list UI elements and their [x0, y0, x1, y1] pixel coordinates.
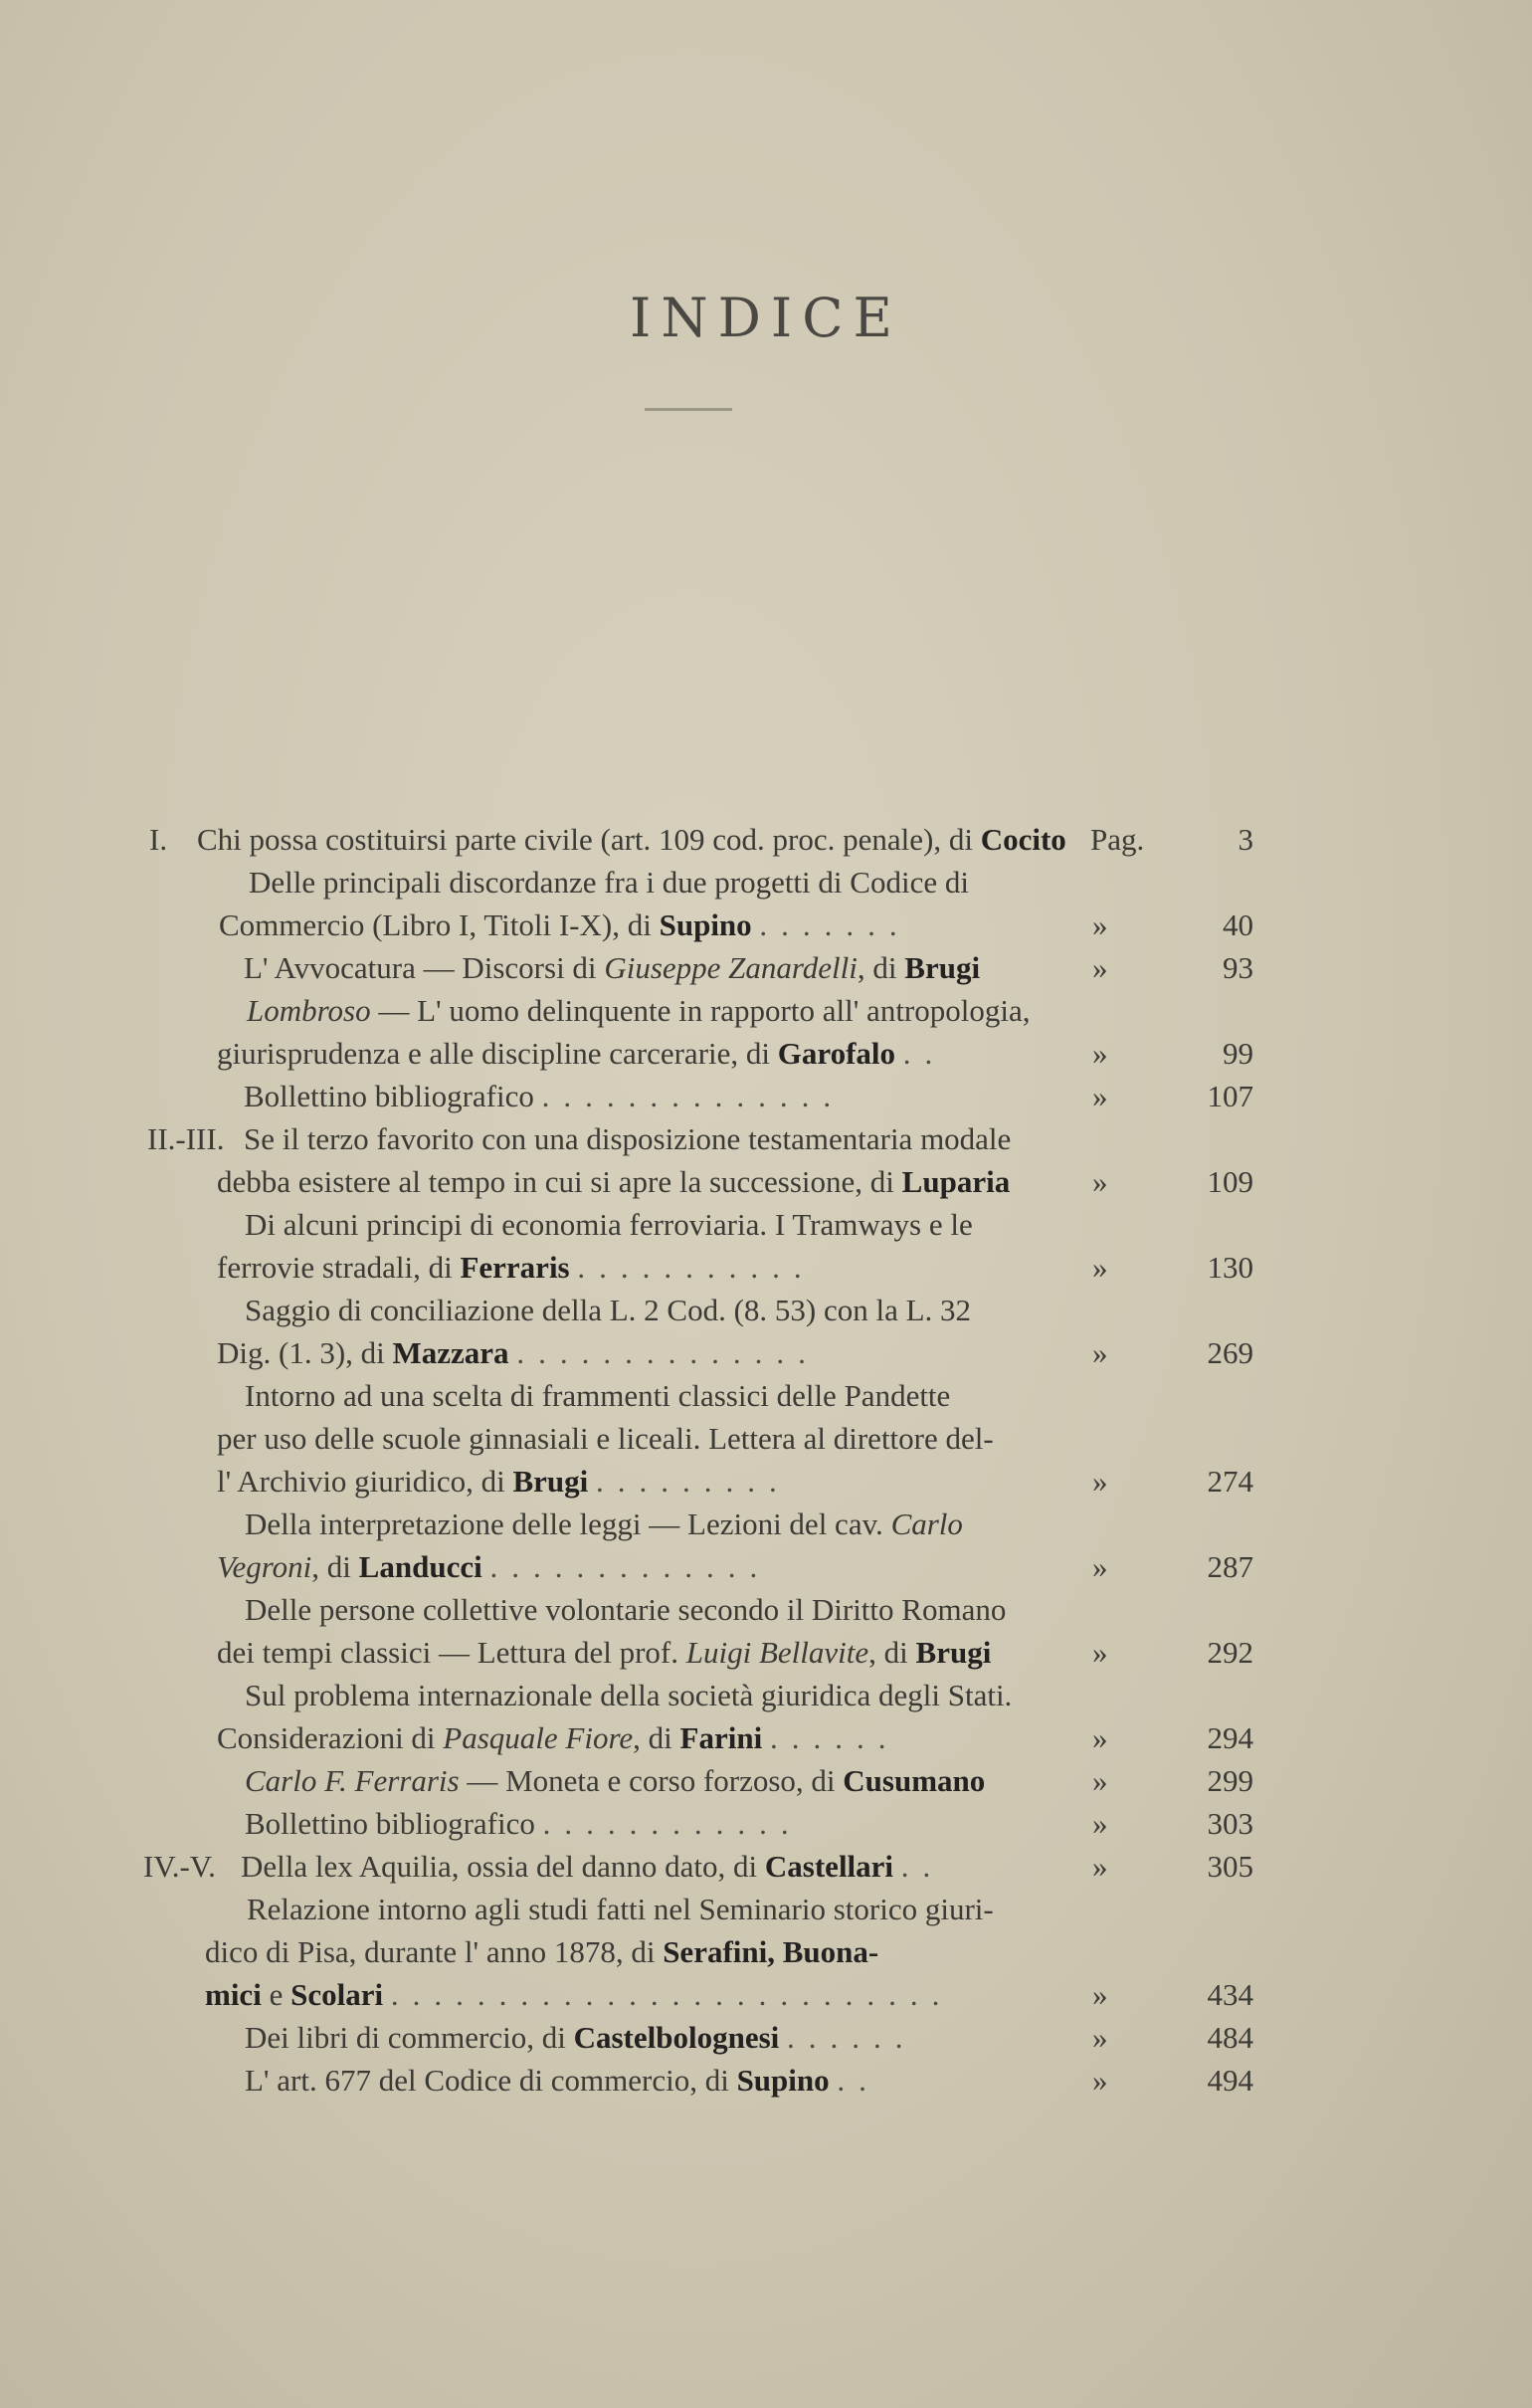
entry-author: Cocito	[980, 822, 1066, 857]
entry-text: Sul problema internazionale della società giuridica degli Stati.	[245, 1678, 1013, 1712]
toc-entry: Bollettino bibliografico .............. » 107	[149, 1075, 1244, 1117]
entry-text: Di alcuni principi di economia ferroviaria. I Tramways e le	[245, 1207, 973, 1242]
toc-entry: Lombroso — L' uomo delinquente in rapporto all' antropologia, giurisprudenza e alle discipline carcerarie, di Garofalo .. » 99	[149, 989, 1244, 1075]
ditto-mark: »	[1092, 907, 1108, 942]
ditto-mark: »	[1092, 2063, 1108, 2098]
entry-text: Considerazioni di	[217, 1720, 436, 1755]
entry-author: Garofalo	[777, 1036, 896, 1071]
page-number: 130	[1207, 1250, 1253, 1285]
ditto-mark: »	[1092, 1806, 1108, 1841]
entry-text: L' art. 677 del Codice di commercio, di	[245, 2063, 729, 2098]
ditto-mark: »	[1092, 1763, 1108, 1798]
entry-text: Pasquale Fiore	[443, 1720, 634, 1755]
entry-text: debba esistere al tempo in cui si apre la successione, di	[217, 1164, 894, 1199]
page-number: 305	[1207, 1849, 1253, 1884]
entry-author: Scolari	[290, 1977, 384, 2012]
entry-author: Castellari	[764, 1849, 894, 1884]
entry-text: giurisprudenza e alle discipline carcerarie, di	[217, 1036, 771, 1071]
page-title: INDICE	[630, 287, 902, 349]
entry-author: Ferraris	[460, 1250, 570, 1285]
toc-entry: Intorno ad una scelta di frammenti classici delle Pandette per uso delle scuole ginnasiali e liceali. Lettera al direttore del- l' Archivio giuridico, di Brugi ......... » 274	[149, 1374, 1244, 1503]
toc-entry: Delle principali discordanze fra i due progetti di Codice di Commercio (Libro I, Titoli I-X), di Supino ....... » 40	[149, 861, 1244, 946]
entry-author: Brugi	[915, 1635, 992, 1670]
page-number: 494	[1207, 2063, 1253, 2098]
page-number: 434	[1207, 1977, 1253, 2012]
toc-entry	[147, 1117, 1253, 1203]
entry-text: — L' uomo delinquente in rapporto all' antropologia,	[370, 993, 1031, 1028]
toc-entry	[149, 1759, 1253, 1802]
page-number: 484	[1207, 2020, 1253, 2055]
ditto-mark: »	[1092, 1464, 1108, 1499]
ditto-mark: »	[1092, 2020, 1108, 2055]
entry-author: Serafini, Buona-	[663, 1934, 879, 1969]
toc-entry	[149, 1588, 1253, 1674]
entry-text: , di	[868, 1635, 908, 1670]
entry-text: per uso delle scuole ginnasiali e liceali. Lettera al direttore del-	[217, 1421, 994, 1456]
entry-text: Della interpretazione delle leggi — Lezioni del cav.	[245, 1506, 883, 1541]
entry-text: Delle persone collettive volontarie secondo il Diritto Romano	[245, 1592, 1007, 1627]
entry-author: Supino	[736, 2063, 830, 2098]
ditto-mark: »	[1092, 1720, 1108, 1755]
entry-author: Brugi	[904, 950, 981, 985]
entry-text: Bollettino bibliografico	[245, 1806, 535, 1841]
page-number: 299	[1207, 1763, 1253, 1798]
entry-text: Carlo	[890, 1506, 963, 1541]
entry-text: Carlo F. Ferraris	[245, 1763, 460, 1798]
ditto-mark: »	[1092, 1079, 1108, 1113]
toc-entry: Saggio di conciliazione della L. 2 Cod. (8. 53) con la L. 32 Dig. (1. 3), di Mazzara .............. » 269	[149, 1289, 1244, 1374]
ditto-mark: »	[1092, 1164, 1108, 1199]
entry-author: Supino	[659, 907, 752, 942]
ditto-mark: »	[1092, 1250, 1108, 1285]
ditto-mark: »	[1092, 1849, 1108, 1884]
ditto-mark: »	[1092, 1335, 1108, 1370]
entry-text: Dig. (1. 3), di	[217, 1335, 385, 1370]
entry-text: Delle principali discordanze fra i due progetti di Codice di	[249, 865, 969, 900]
toc-entry: Della interpretazione delle leggi — Lezioni del cav. Carlo Vegroni, di Landucci ............. » 287	[149, 1503, 1244, 1588]
ditto-mark: »	[1092, 1549, 1108, 1584]
entry-author: Castelbolognesi	[573, 2020, 780, 2055]
entry-text: ferrovie stradali, di	[217, 1250, 453, 1285]
entry-text: , di	[311, 1549, 351, 1584]
entry-author: Mazzara	[392, 1335, 509, 1370]
toc-entry: Bollettino bibliografico ............ » 303	[149, 1802, 1244, 1845]
page-number: 269	[1207, 1335, 1253, 1370]
fascicle-label: IV.-V.	[143, 1849, 216, 1884]
page-number: 107	[1207, 1079, 1253, 1113]
toc-entry	[149, 946, 1253, 989]
entry-text: e	[269, 1977, 284, 2012]
entry-text: — Moneta e corso forzoso, di	[459, 1763, 836, 1798]
fascicle-label: I.	[149, 822, 168, 857]
title-rule	[645, 408, 732, 411]
entry-text: Saggio di conciliazione della L. 2 Cod. (8. 53) con la L. 32	[245, 1293, 972, 1327]
entry-text: Vegroni	[217, 1549, 312, 1584]
toc-entry: Di alcuni principi di economia ferroviaria. I Tramways e le ferrovie stradali, di Ferraris ........... » 130	[149, 1203, 1244, 1289]
entry-text: l' Archivio giuridico, di	[217, 1464, 505, 1499]
page-number: 294	[1207, 1720, 1253, 1755]
entry-text: Luigi Bellavite	[685, 1635, 869, 1670]
entry-author: Farini	[679, 1720, 763, 1755]
entry-text: Dei libri di commercio, di	[245, 2020, 566, 2055]
entry-text: L' Avvocatura — Discorsi di	[244, 950, 597, 985]
page-number: 3	[1238, 822, 1253, 857]
page-number: 303	[1207, 1806, 1253, 1841]
toc-entry: IV.-V. Della lex Aquilia, ossia del danno dato, di Castellari .. » 305	[149, 1845, 1244, 1888]
entry-author: Luparia	[901, 1164, 1011, 1199]
entry-text: Chi possa costituirsi parte civile (art. 109 cod. proc. penale), di	[197, 822, 973, 857]
ditto-mark: »	[1092, 1977, 1108, 2012]
entry-author: Cusumano	[843, 1763, 986, 1798]
table-of-contents	[143, 818, 1253, 2102]
toc-entry	[149, 818, 1253, 861]
ditto-mark: »	[1092, 1635, 1108, 1670]
ditto-mark: »	[1092, 950, 1108, 985]
page-number: 287	[1207, 1549, 1253, 1584]
page-number: 109	[1207, 1164, 1253, 1199]
entry-text: , di	[857, 950, 897, 985]
entry-text: Lombroso	[247, 993, 371, 1028]
toc-entry: L' art. 677 del Codice di commercio, di Supino .. » 494	[149, 2059, 1244, 2102]
entry-text: Bollettino bibliografico	[244, 1079, 534, 1113]
toc-entry: Relazione intorno agli studi fatti nel Seminario storico giuri- dico di Pisa, durante l' anno 1878, di Serafini, Buona- mici e Scolari .......................... » 434	[149, 1888, 1244, 2016]
entry-text: Se il terzo favorito con una disposizione testamentaria modale	[244, 1121, 1012, 1156]
entry-text: Della lex Aquilia, ossia del danno dato, di	[241, 1849, 758, 1884]
toc-entry: Sul problema internazionale della società giuridica degli Stati. Considerazioni di Pasquale Fiore, di Farini ...... » 294	[149, 1674, 1244, 1759]
entry-text: Commercio (Libro I, Titoli I-X), di	[219, 907, 652, 942]
fascicle-label: II.-III.	[147, 1121, 225, 1156]
ditto-mark: »	[1092, 1036, 1108, 1071]
page-prefix: Pag.	[1090, 822, 1145, 857]
page-number: 93	[1223, 950, 1253, 985]
toc-entry: Dei libri di commercio, di Castelbolognesi ...... » 484	[149, 2016, 1244, 2059]
entry-text: , di	[633, 1720, 672, 1755]
entry-text: dico di Pisa, durante l' anno 1878, di	[205, 1934, 656, 1969]
page-number: 292	[1207, 1635, 1253, 1670]
page-number: 274	[1207, 1464, 1253, 1499]
entry-author: mici	[205, 1977, 262, 2012]
page-number: 99	[1223, 1036, 1253, 1071]
entry-text: dei tempi classici — Lettura del prof.	[217, 1635, 678, 1670]
entry-text: Intorno ad una scelta di frammenti classici delle Pandette	[245, 1378, 951, 1413]
entry-author: Brugi	[512, 1464, 589, 1499]
entry-author: Landucci	[358, 1549, 482, 1584]
page-number: 40	[1223, 907, 1253, 942]
entry-text: Relazione intorno agli studi fatti nel Seminario storico giuri-	[247, 1892, 994, 1926]
entry-text: Giuseppe Zanardelli	[604, 950, 858, 985]
